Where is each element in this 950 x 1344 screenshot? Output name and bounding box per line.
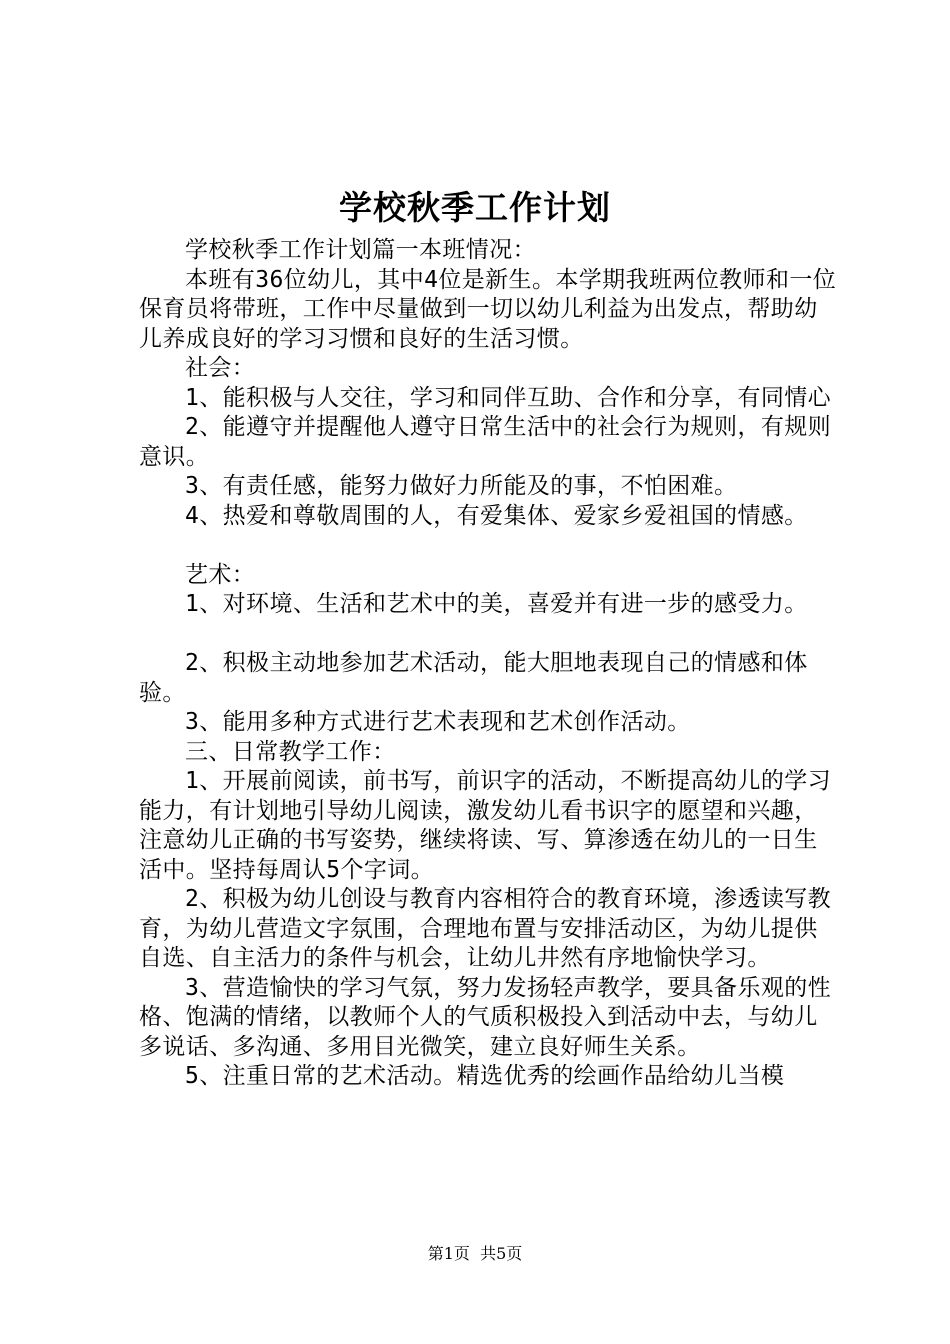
paragraph: 3、营造愉快的学习气氛，努力发扬轻声教学，要具备乐观的性格、饱满的情绪，以教师个人的气质积极投入到活动中去，与幼儿多说话、多沟通、多用目光微笑，建立良好师生关系。: [139, 974, 832, 1060]
paragraph: 1、能积极与人交往，学习和同伴互助、合作和分享，有同情心: [185, 384, 832, 411]
page-footer: [0, 1243, 950, 1265]
paragraph: 5、注重日常的艺术活动。精选优秀的绘画作品给幼儿当模: [185, 1063, 785, 1089]
document-title: 学校秋季工作计划: [339, 188, 611, 227]
paragraph: 2、能遵守并提醒他人遵守日常生活中的社会行为规则，有规则意识。: [139, 414, 832, 470]
paragraph: 4、热爱和尊敬周围的人，有爱集体、爱家乡爱祖国的情感。: [185, 502, 808, 529]
paragraph: 三、日常教学工作：: [185, 738, 396, 765]
paragraph: 3、能用多种方式进行艺术表现和艺术创作活动。: [185, 709, 691, 735]
paragraph: 2、积极为幼儿创设与教育内容相符合的教育环境，渗透读写教育，为幼儿营造文字氛围，合理地布置与安排活动区，为幼儿提供自选、自主活力的条件与机会，让幼儿井然有序地愉快学习。: [139, 886, 832, 971]
paragraph: 学校秋季工作计划篇一本班情况：: [185, 237, 536, 263]
page-number: 第1页: [427, 1244, 470, 1263]
page-total: 共5页: [480, 1244, 523, 1263]
paragraph: 艺术：: [185, 561, 256, 588]
paragraph: 社会：: [185, 355, 256, 381]
paragraph: 本班有36位幼儿，其中4位是新生。本学期我班两位教师和一位保育员将带班，工作中尽量做到一切以幼儿利益为出发点，帮助幼儿养成良好的学习习惯和良好的生活习惯。: [139, 266, 837, 352]
paragraph: 2、积极主动地参加艺术活动，能大胆地表现自己的情感和体验。: [139, 650, 808, 706]
paragraph: 3、有责任感，能努力做好力所能及的事，不怕困难。: [185, 473, 738, 499]
document-body: [139, 236, 839, 1092]
paragraph: 1、对环境、生活和艺术中的美，喜爱并有进一步的感受力。: [185, 591, 808, 617]
footer-separator: [470, 1244, 480, 1263]
paragraph: 1、开展前阅读，前书写，前识字的活动，不断提高幼儿的学习能力，有计划地引导幼儿阅读，激发幼儿看书识字的愿望和兴趣，注意幼儿正确的书写姿势，继续将读、写、算渗透在幼儿的一日生活中。坚持每周认5个字词。: [139, 768, 832, 883]
